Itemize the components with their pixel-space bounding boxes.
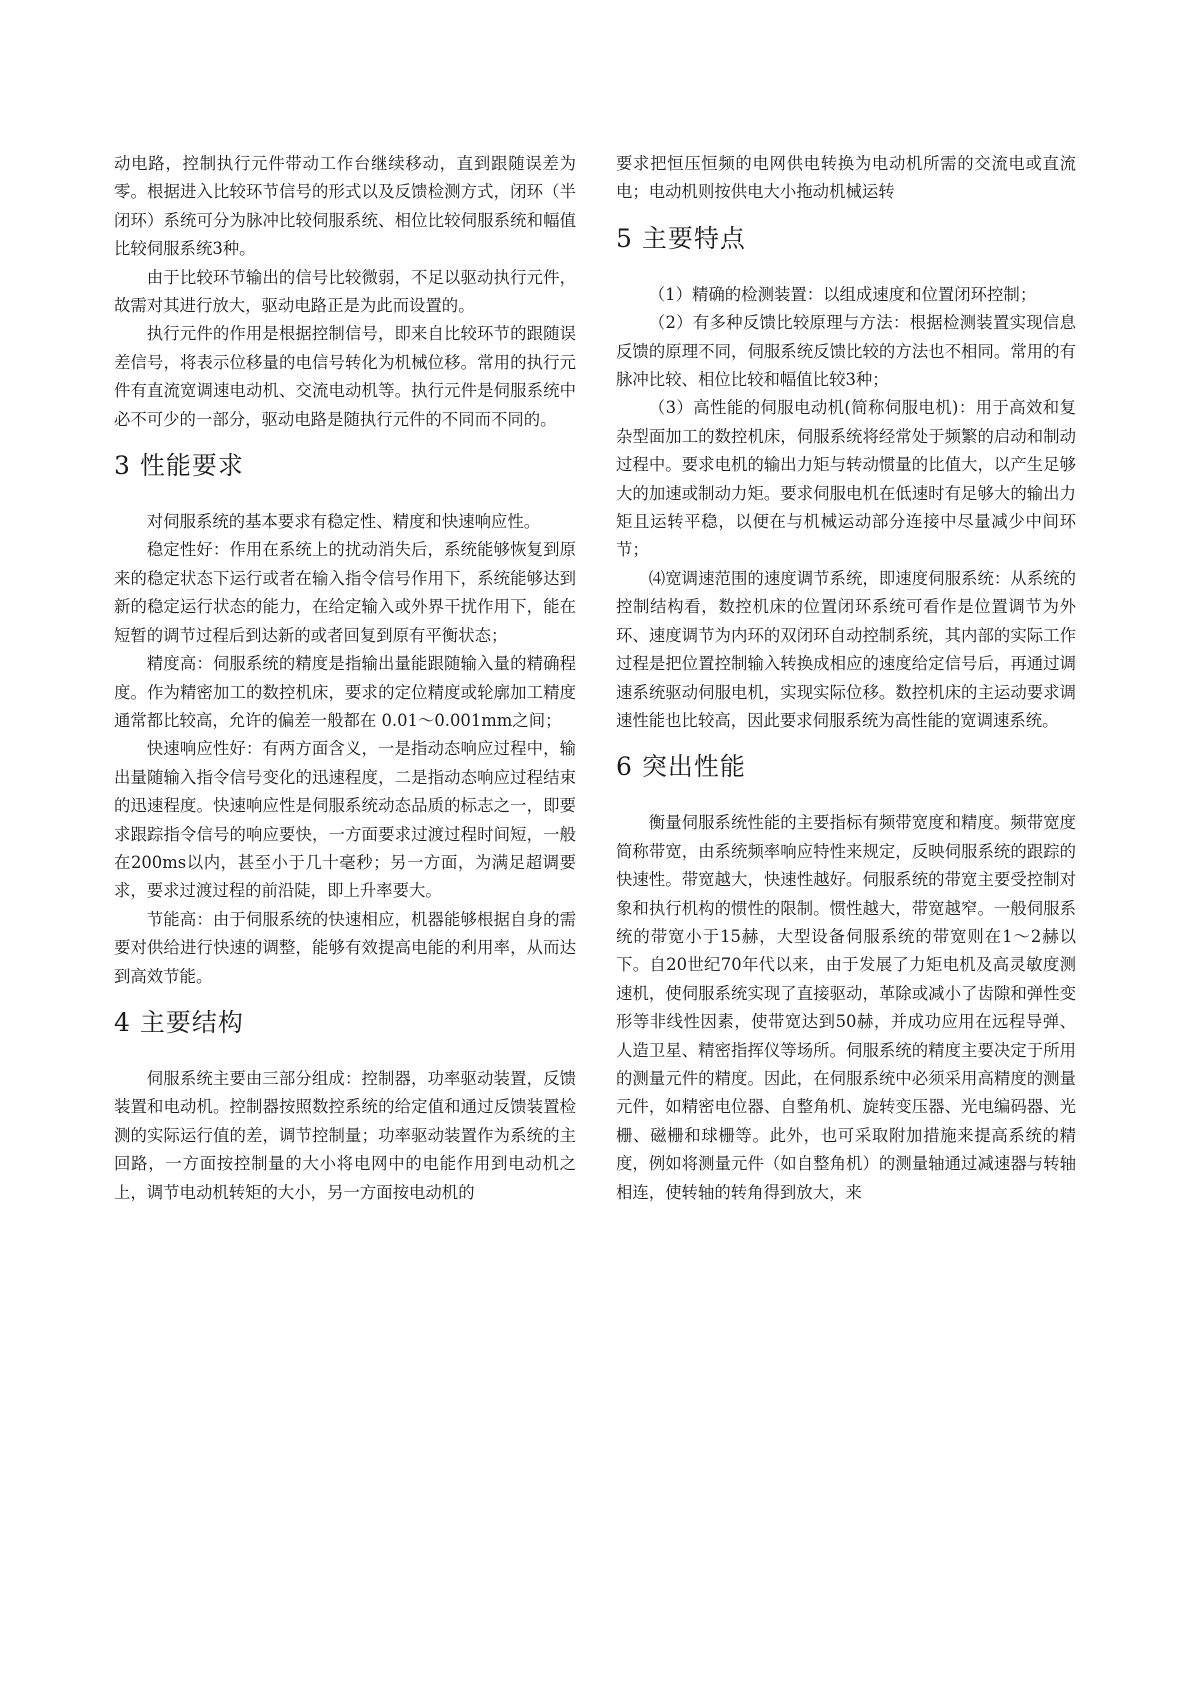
paragraph-basic-requirements: 对伺服系统的基本要求有稳定性、精度和快速响应性。 [146,512,541,532]
paragraph-feature-1: （1）精确的检测装置：以组成速度和位置闭环控制； [648,284,1037,304]
paragraph-feature-4: ⑷宽调速范围的速度调节系统，即速度伺服系统：从系统的控制结构看，数控机床的位置闭环系统可看作是位置调节为外环、速度调节为内环的双闭环自动控制系统，其内部的实际工作过程是把位置控制输入转换成相应的速度给定信号后，再通过调速系统驱动伺服电机，实现实际位移。数控机床的主运动要求调速性能也比较高，因此要求伺服系统为高性能的宽调速系统。 [616,568,1076,730]
paragraph-feature-2: （2）有多种反馈比较原理与方法：根据检测装置实现信息反馈的原理不同，伺服系统反馈比较的方法也不相同。常用的有脉冲比较、相位比较和幅值比较3种； [616,313,1076,390]
paragraph-fast-response: 快速响应性好：有两方面含义，一是指动态响应过程中，输出量随输入指令信号变化的迅速程度，二是指动态响应过程结束的迅速程度。快速响应性是伺服系统动态品质的标志之一，即要求跟踪指令信号的响应要快，一方面要求过渡过程时间短，一般在200ms以内，甚至小于几十毫秒；另一方面，为满足超调要求，要求过渡过程的前沿陡，即上升率要大。 [114,739,576,901]
section-heading-3: 3 性能要求 [114,451,244,481]
section-heading-6: 6 突出性能 [616,752,746,782]
paragraph-actuator: 执行元件的作用是根据控制信号，即来自比较环节的跟随误差信号，将表示位移量的电信号转化为机械位移。常用的执行元件有直流宽调速电动机、交流电动机等。执行元件是伺服系统中必不可少的一部分，驱动电路是随执行元件的不同而不同的。 [114,324,576,429]
paragraph-structure: 伺服系统主要由三部分组成：控制器，功率驱动装置，反馈装置和电动机。控制器按照数控系统的给定值和通过反馈装置检测的实际运行值的差，调节控制量；功率驱动装置作为系统的主回路，一方面按控制量的大小将电网中的电能作用到电动机之上，调节电动机转矩的大小，另一方面按电动机的 [114,1068,576,1202]
section-heading-5: 5 主要特点 [616,223,746,253]
left-column [114,150,576,1207]
paragraph-performance: 衡量伺服系统性能的主要指标有频带宽度和精度。频带宽度简称带宽，由系统频率响应特性来规定，反映伺服系统的跟踪的快速性。带宽越大，快速性越好。伺服系统的带宽主要受控制对象和执行机构的惯性的限制。惯性越大，带宽越窄。一般伺服系统的带宽小于15赫，大型设备伺服系统的带宽则在1～2赫以下。自20世纪70年代以来，由于发展了力矩电机及高灵敏度测速机，使伺服系统实现了直接驱动，革除或减小了齿隙和弹性变形等非线性因素，使带宽达到50赫，并成功应用在远程导弹、人造卫星、精密指挥仪等场所。伺服系统的精度主要决定于所用的测量元件的精度。因此，在伺服系统中必须采用高精度的测量元件，如精密电位器、自整角机、旋转变压器、光电编码器、光栅、磁栅和球栅等。此外，也可采取附加措施来提高系统的精度，例如将测量元件（如自整角机）的测量轴通过减速器与转轴相连，使转轴的转角得到放大，来 [616,813,1076,1202]
continued-paragraph: 动电路，控制执行元件带动工作台继续移动，直到跟随误差为零。根据进入比较环节信号的形式以及反馈检测方式，闭环（半闭环）系统可分为脉冲比较伺服系统、相位比较伺服系统和幅值比较伺服系统3种。 [114,154,576,259]
right-column [616,150,1076,1207]
paragraph-drive-circuit: 由于比较环节输出的信号比较微弱，不足以驱动执行元件，故需对其进行放大，驱动电路正是为此而设置的。 [114,267,576,316]
paragraph-feature-3: （3）高性能的伺服电动机(简称伺服电机)：用于高效和复杂型面加工的数控机床，伺服系统将经常处于频繁的启动和制动过程中。要求电机的输出力矩与转动惯量的比值大，以产生足够大的加速或制动力矩。要求伺服电机在低速时有足够大的输出力矩且运转平稳，以便在与机械运动部分连接中尽量减少中间环节； [616,398,1076,560]
section-heading-4: 4 主要结构 [114,1007,244,1037]
paragraph-energy-saving: 节能高：由于伺服系统的快速相应，机器能够根据自身的需要对供给进行快速的调整，能够有效提高电能的利用率，从而达到高效节能。 [114,909,576,986]
paragraph-precision: 精度高：伺服系统的精度是指输出量能跟随输入量的精确程度。作为精密加工的数控机床，要求的定位精度或轮廓加工精度通常都比较高，允许的偏差一般都在 0.01～0.001mm之间； [114,654,576,730]
continued-paragraph: 要求把恒压恒频的电网供电转换为电动机所需的交流电或直流电；电动机则按供电大小拖动机械运转 [616,154,1076,202]
paragraph-stability: 稳定性好：作用在系统上的扰动消失后，系统能够恢复到原来的稳定状态下运行或者在输入指令信号作用下，系统能够达到新的稳定运行状态的能力，在给定输入或外界干扰作用下，能在短暂的调节过程后到达新的或者回复到原有平衡状态； [114,540,576,645]
